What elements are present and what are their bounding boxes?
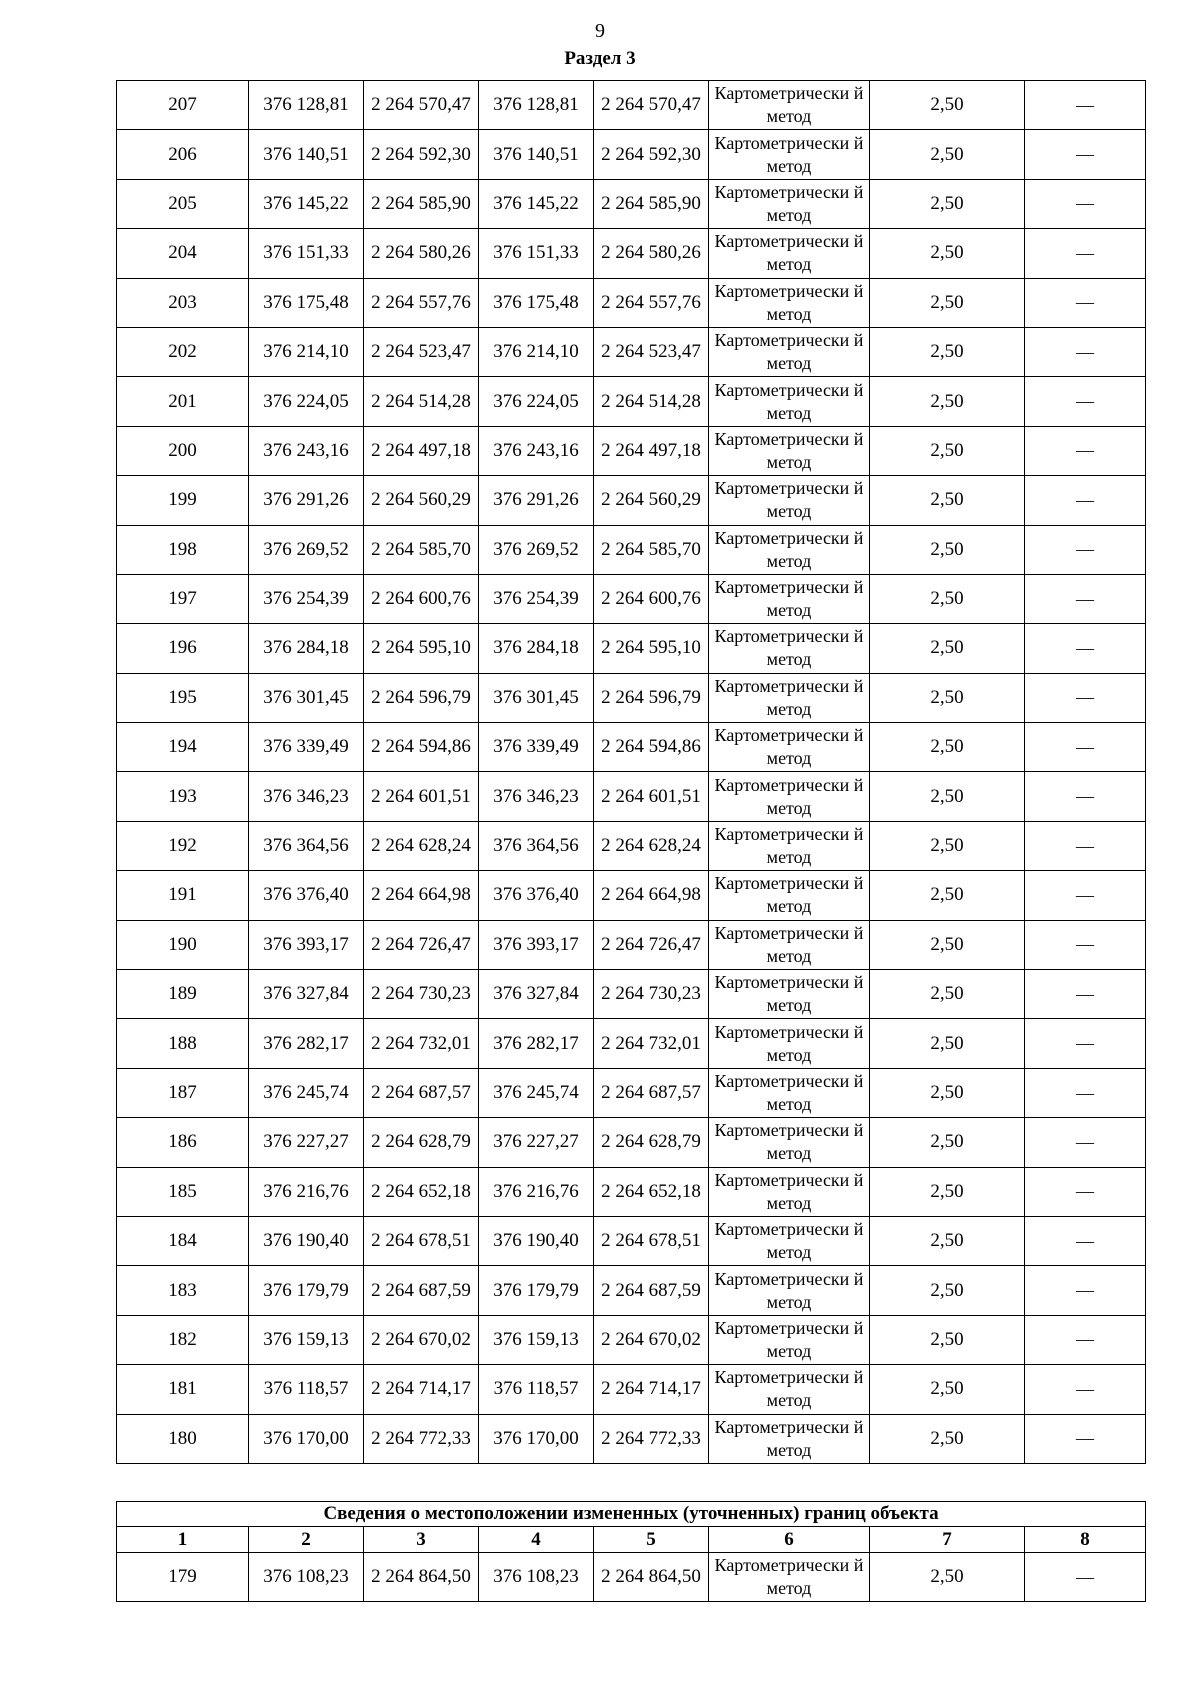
table-cell: 376 243,16: [249, 426, 364, 475]
table-cell: 376 284,18: [479, 624, 594, 673]
table-cell: 376 339,49: [479, 723, 594, 772]
column-header: 5: [594, 1527, 709, 1553]
table-cell: —: [1025, 81, 1146, 130]
table-cell: 376 291,26: [249, 476, 364, 525]
table-cell: 192: [117, 821, 249, 870]
table-cell: 2 264 726,47: [364, 920, 479, 969]
table-cell: 194: [117, 723, 249, 772]
table-cell: 2 264 580,26: [364, 229, 479, 278]
table-cell: 2,50: [870, 673, 1025, 722]
table-cell: 2 264 687,57: [364, 1068, 479, 1117]
table-row: [117, 1414, 1146, 1463]
table-cell: 182: [117, 1315, 249, 1364]
table-cell: 2,50: [870, 920, 1025, 969]
table-cell: 2 264 864,50: [594, 1553, 709, 1602]
table-cell: 2 264 678,51: [364, 1216, 479, 1265]
table-cell: 376 170,00: [249, 1414, 364, 1463]
table-row: [117, 772, 1146, 821]
table-cell: 2,50: [870, 574, 1025, 623]
table-row: [117, 229, 1146, 278]
table-cell: 2,50: [870, 871, 1025, 920]
page-number: 9: [595, 20, 605, 42]
table-cell: Картометрически й метод: [709, 871, 870, 920]
table-cell: 2,50: [870, 327, 1025, 376]
table-cell: 2 264 594,86: [594, 723, 709, 772]
table-cell: 376 327,84: [249, 970, 364, 1019]
table-cell: 197: [117, 574, 249, 623]
table-cell: 376 170,00: [479, 1414, 594, 1463]
table-cell: 2,50: [870, 1216, 1025, 1265]
table-cell: 2 264 514,28: [594, 377, 709, 426]
table-cell: 200: [117, 426, 249, 475]
table-cell: 193: [117, 772, 249, 821]
table-row: [117, 278, 1146, 327]
table-cell: 2,50: [870, 821, 1025, 870]
table-cell: Картометрически й метод: [709, 1315, 870, 1364]
table-cell: 2 264 652,18: [594, 1167, 709, 1216]
table-cell: 2 264 570,47: [594, 81, 709, 130]
table-cell: Картометрически й метод: [709, 1216, 870, 1265]
table-cell: 199: [117, 476, 249, 525]
table-row: [117, 525, 1146, 574]
section-title: Раздел 3: [564, 48, 636, 69]
table-cell: 206: [117, 130, 249, 179]
table-cell: 2 264 687,57: [594, 1068, 709, 1117]
table-cell: 2,50: [870, 970, 1025, 1019]
table-cell: 204: [117, 229, 249, 278]
table-cell: Картометрически й метод: [709, 229, 870, 278]
column-header: 6: [709, 1527, 870, 1553]
table-cell: Картометрически й метод: [709, 772, 870, 821]
table-cell: Картометрически й метод: [709, 1019, 870, 1068]
table-cell: 376 108,23: [479, 1553, 594, 1602]
table-cell: 376 190,40: [249, 1216, 364, 1265]
table-row: [117, 1315, 1146, 1364]
table-row: [117, 970, 1146, 1019]
table-cell: 376 227,27: [249, 1118, 364, 1167]
table-cell: 207: [117, 81, 249, 130]
table-cell: Картометрически й метод: [709, 673, 870, 722]
table-row: [117, 1266, 1146, 1315]
table-cell: 2 264 595,10: [594, 624, 709, 673]
column-header: 1: [117, 1527, 249, 1553]
table-cell: 203: [117, 278, 249, 327]
table-cell: 2 264 628,24: [594, 821, 709, 870]
table-cell: 2 264 772,33: [594, 1414, 709, 1463]
table-cell: —: [1025, 476, 1146, 525]
table-cell: 2 264 585,70: [594, 525, 709, 574]
table-cell: —: [1025, 278, 1146, 327]
table-cell: 376 145,22: [479, 179, 594, 228]
table-cell: 2 264 664,98: [364, 871, 479, 920]
table-cell: 198: [117, 525, 249, 574]
table-cell: 180: [117, 1414, 249, 1463]
table-cell: 2 264 523,47: [364, 327, 479, 376]
table-cell: Картометрически й метод: [709, 476, 870, 525]
column-header: 4: [479, 1527, 594, 1553]
table-cell: 376 118,57: [479, 1365, 594, 1414]
table-cell: 2,50: [870, 1167, 1025, 1216]
table-cell: 205: [117, 179, 249, 228]
table-cell: —: [1025, 1167, 1146, 1216]
table-row: [117, 1019, 1146, 1068]
table-cell: Картометрически й метод: [709, 179, 870, 228]
table-row: [117, 1118, 1146, 1167]
table-cell: 2 264 670,02: [594, 1315, 709, 1364]
table-row: [117, 327, 1146, 376]
table-cell: 2 264 687,59: [364, 1266, 479, 1315]
table-cell: —: [1025, 723, 1146, 772]
table-cell: 2 264 600,76: [594, 574, 709, 623]
table-cell: 2,50: [870, 624, 1025, 673]
table-cell: 376 243,16: [479, 426, 594, 475]
table-row: [117, 1216, 1146, 1265]
table-cell: 2 264 580,26: [594, 229, 709, 278]
table-cell: Картометрически й метод: [709, 624, 870, 673]
table-cell: 376 145,22: [249, 179, 364, 228]
table-cell: Картометрически й метод: [709, 1365, 870, 1414]
table-cell: 376 175,48: [249, 278, 364, 327]
table-cell: Картометрически й метод: [709, 1118, 870, 1167]
table-cell: 2 264 600,76: [364, 574, 479, 623]
table-cell: 376 179,79: [479, 1266, 594, 1315]
table-cell: 2,50: [870, 1118, 1025, 1167]
table-cell: —: [1025, 1365, 1146, 1414]
table-cell: —: [1025, 327, 1146, 376]
table-cell: 376 224,05: [249, 377, 364, 426]
table-cell: Картометрически й метод: [709, 1266, 870, 1315]
table-row: [117, 476, 1146, 525]
table-cell: 376 376,40: [249, 871, 364, 920]
table-cell: 376 108,23: [249, 1553, 364, 1602]
table-cell: —: [1025, 1019, 1146, 1068]
table-cell: 376 224,05: [479, 377, 594, 426]
table-cell: 376 282,17: [479, 1019, 594, 1068]
table-cell: —: [1025, 1414, 1146, 1463]
table-cell: —: [1025, 377, 1146, 426]
table-row: [117, 821, 1146, 870]
table-cell: 2 264 726,47: [594, 920, 709, 969]
table-cell: Картометрически й метод: [709, 278, 870, 327]
table-cell: 376 346,23: [479, 772, 594, 821]
table-cell: 376 140,51: [249, 130, 364, 179]
table-cell: 2 264 864,50: [364, 1553, 479, 1602]
table-row: [117, 1068, 1146, 1117]
table-cell: 2 264 594,86: [364, 723, 479, 772]
table-cell: 2,50: [870, 81, 1025, 130]
column-header: 8: [1025, 1527, 1146, 1553]
table-cell: 2,50: [870, 723, 1025, 772]
column-header: 7: [870, 1527, 1025, 1553]
table-cell: 376 216,76: [479, 1167, 594, 1216]
table-cell: 376 128,81: [249, 81, 364, 130]
table-cell: 181: [117, 1365, 249, 1414]
table-header-row: [117, 1527, 1146, 1553]
table-cell: 2 264 687,59: [594, 1266, 709, 1315]
table-cell: 186: [117, 1118, 249, 1167]
table-cell: 2,50: [870, 1553, 1025, 1602]
table-cell: 185: [117, 1167, 249, 1216]
table-row: [117, 871, 1146, 920]
column-header: 2: [249, 1527, 364, 1553]
table-cell: 376 269,52: [249, 525, 364, 574]
table-cell: Картометрически й метод: [709, 723, 870, 772]
table-cell: 2 264 730,23: [594, 970, 709, 1019]
table-cell: 190: [117, 920, 249, 969]
table-cell: 2 264 560,29: [594, 476, 709, 525]
table-cell: 191: [117, 871, 249, 920]
table-cell: 2 264 570,47: [364, 81, 479, 130]
table-cell: 376 245,74: [479, 1068, 594, 1117]
table-row: [117, 377, 1146, 426]
table-cell: 2 264 595,10: [364, 624, 479, 673]
table-cell: 2 264 497,18: [594, 426, 709, 475]
table-cell: 195: [117, 673, 249, 722]
table-cell: 2,50: [870, 130, 1025, 179]
table-cell: 376 151,33: [479, 229, 594, 278]
table-cell: Картометрически й метод: [709, 821, 870, 870]
table-cell: 376 179,79: [249, 1266, 364, 1315]
table-cell: 2 264 557,76: [364, 278, 479, 327]
table-cell: 2,50: [870, 1315, 1025, 1364]
table-row: [117, 574, 1146, 623]
table-cell: Картометрически й метод: [709, 920, 870, 969]
table-cell: 2 264 601,51: [594, 772, 709, 821]
table-row: [117, 130, 1146, 179]
table-cell: 202: [117, 327, 249, 376]
table-cell: —: [1025, 1068, 1146, 1117]
table-cell: Картометрически й метод: [709, 327, 870, 376]
table-cell: Картометрически й метод: [709, 426, 870, 475]
table-row: [117, 1365, 1146, 1414]
table-cell: 2 264 497,18: [364, 426, 479, 475]
table-cell: 376 301,45: [249, 673, 364, 722]
table-cell: 2,50: [870, 525, 1025, 574]
table-cell: 376 364,56: [249, 821, 364, 870]
table-cell: —: [1025, 673, 1146, 722]
table-cell: 189: [117, 970, 249, 1019]
table-cell: 376 364,56: [479, 821, 594, 870]
table-cell: —: [1025, 525, 1146, 574]
table-cell: 376 128,81: [479, 81, 594, 130]
table-cell: —: [1025, 1553, 1146, 1602]
table-cell: 2,50: [870, 1266, 1025, 1315]
table-cell: 376 376,40: [479, 871, 594, 920]
table-cell: Картометрически й метод: [709, 130, 870, 179]
table-cell: 2,50: [870, 377, 1025, 426]
table-row: [117, 920, 1146, 969]
table-cell: 376 393,17: [249, 920, 364, 969]
table-cell: 2 264 652,18: [364, 1167, 479, 1216]
table-cell: 376 159,13: [479, 1315, 594, 1364]
table-cell: 376 393,17: [479, 920, 594, 969]
table-cell: 201: [117, 377, 249, 426]
table-cell: —: [1025, 574, 1146, 623]
table-cell: 376 245,74: [249, 1068, 364, 1117]
table-cell: 2,50: [870, 278, 1025, 327]
table-cell: 2 264 714,17: [364, 1365, 479, 1414]
table-cell: Картометрически й метод: [709, 1167, 870, 1216]
table-cell: —: [1025, 426, 1146, 475]
table-cell: 376 159,13: [249, 1315, 364, 1364]
table-cell: 2 264 585,70: [364, 525, 479, 574]
table-cell: 2 264 714,17: [594, 1365, 709, 1414]
table-cell: Картометрически й метод: [709, 81, 870, 130]
table-cell: 2 264 732,01: [594, 1019, 709, 1068]
table-cell: 376 216,76: [249, 1167, 364, 1216]
table-cell: 2 264 678,51: [594, 1216, 709, 1265]
table-cell: 376 214,10: [479, 327, 594, 376]
table-cell: 376 254,39: [479, 574, 594, 623]
changed-boundaries-table-body: [117, 1553, 1146, 1602]
table-cell: 376 214,10: [249, 327, 364, 376]
table-cell: —: [1025, 1266, 1146, 1315]
table-cell: 196: [117, 624, 249, 673]
table-cell: 2,50: [870, 1414, 1025, 1463]
coordinates-table: [116, 80, 1146, 1464]
table-cell: 376 175,48: [479, 278, 594, 327]
table-row: [117, 673, 1146, 722]
table-row: [117, 179, 1146, 228]
table-cell: 2 264 585,90: [594, 179, 709, 228]
table-cell: 2 264 523,47: [594, 327, 709, 376]
table-cell: 2,50: [870, 426, 1025, 475]
table-row: [117, 723, 1146, 772]
table-cell: 376 118,57: [249, 1365, 364, 1414]
column-header: 3: [364, 1527, 479, 1553]
table-cell: —: [1025, 871, 1146, 920]
table-cell: 2 264 772,33: [364, 1414, 479, 1463]
table-cell: —: [1025, 1118, 1146, 1167]
table-cell: 2 264 596,79: [594, 673, 709, 722]
table-caption: Сведения о местоположении измененных (уточненных) границ объекта: [117, 1502, 1146, 1527]
table-cell: 179: [117, 1553, 249, 1602]
coordinates-table-body: [117, 81, 1146, 1464]
table-cell: 2 264 585,90: [364, 179, 479, 228]
table-cell: 376 269,52: [479, 525, 594, 574]
table-cell: 376 284,18: [249, 624, 364, 673]
table-cell: —: [1025, 772, 1146, 821]
table-cell: 2 264 601,51: [364, 772, 479, 821]
table-cell: 376 151,33: [249, 229, 364, 278]
table-cell: 376 327,84: [479, 970, 594, 1019]
table-cell: 376 339,49: [249, 723, 364, 772]
table-cell: 2 264 596,79: [364, 673, 479, 722]
table-cell: Картометрически й метод: [709, 525, 870, 574]
table-cell: —: [1025, 130, 1146, 179]
table-row: [117, 81, 1146, 130]
table-cell: —: [1025, 920, 1146, 969]
table-cell: 2 264 664,98: [594, 871, 709, 920]
table-cell: 2 264 670,02: [364, 1315, 479, 1364]
table-row: [117, 426, 1146, 475]
table-cell: 187: [117, 1068, 249, 1117]
table-cell: —: [1025, 624, 1146, 673]
table-cell: Картометрически й метод: [709, 1068, 870, 1117]
table-cell: 2,50: [870, 1068, 1025, 1117]
table-cell: 2,50: [870, 229, 1025, 278]
table-row: [117, 1553, 1146, 1602]
table-cell: 2,50: [870, 179, 1025, 228]
table-cell: 2 264 592,30: [594, 130, 709, 179]
table-cell: 2 264 732,01: [364, 1019, 479, 1068]
table-cell: Картометрически й метод: [709, 377, 870, 426]
table-cell: 376 282,17: [249, 1019, 364, 1068]
table-cell: 2 264 514,28: [364, 377, 479, 426]
table-cell: 184: [117, 1216, 249, 1265]
table-cell: 2 264 628,24: [364, 821, 479, 870]
table-cell: 376 227,27: [479, 1118, 594, 1167]
table-caption-row: [117, 1502, 1146, 1527]
table-cell: 2 264 628,79: [594, 1118, 709, 1167]
table-cell: Картометрически й метод: [709, 970, 870, 1019]
table-cell: 376 346,23: [249, 772, 364, 821]
table-cell: 376 254,39: [249, 574, 364, 623]
table-cell: 2 264 730,23: [364, 970, 479, 1019]
table-cell: 188: [117, 1019, 249, 1068]
table-cell: —: [1025, 821, 1146, 870]
table-cell: —: [1025, 179, 1146, 228]
table-cell: 2,50: [870, 1365, 1025, 1414]
table-cell: 2,50: [870, 772, 1025, 821]
table-cell: —: [1025, 229, 1146, 278]
table-cell: 376 190,40: [479, 1216, 594, 1265]
table-cell: 376 301,45: [479, 673, 594, 722]
table-cell: 2,50: [870, 476, 1025, 525]
table-cell: 2 264 560,29: [364, 476, 479, 525]
table-cell: 183: [117, 1266, 249, 1315]
table-cell: —: [1025, 970, 1146, 1019]
table-cell: 376 140,51: [479, 130, 594, 179]
table-cell: —: [1025, 1216, 1146, 1265]
table-cell: 2,50: [870, 1019, 1025, 1068]
table-cell: 2 264 628,79: [364, 1118, 479, 1167]
changed-boundaries-table: [116, 1501, 1146, 1602]
table-cell: Картометрически й метод: [709, 1553, 870, 1602]
table-cell: 2 264 592,30: [364, 130, 479, 179]
table-cell: 2 264 557,76: [594, 278, 709, 327]
table-row: [117, 624, 1146, 673]
table-row: [117, 1167, 1146, 1216]
table-cell: Картометрически й метод: [709, 574, 870, 623]
table-cell: —: [1025, 1315, 1146, 1364]
table-cell: Картометрически й метод: [709, 1414, 870, 1463]
table-cell: 376 291,26: [479, 476, 594, 525]
